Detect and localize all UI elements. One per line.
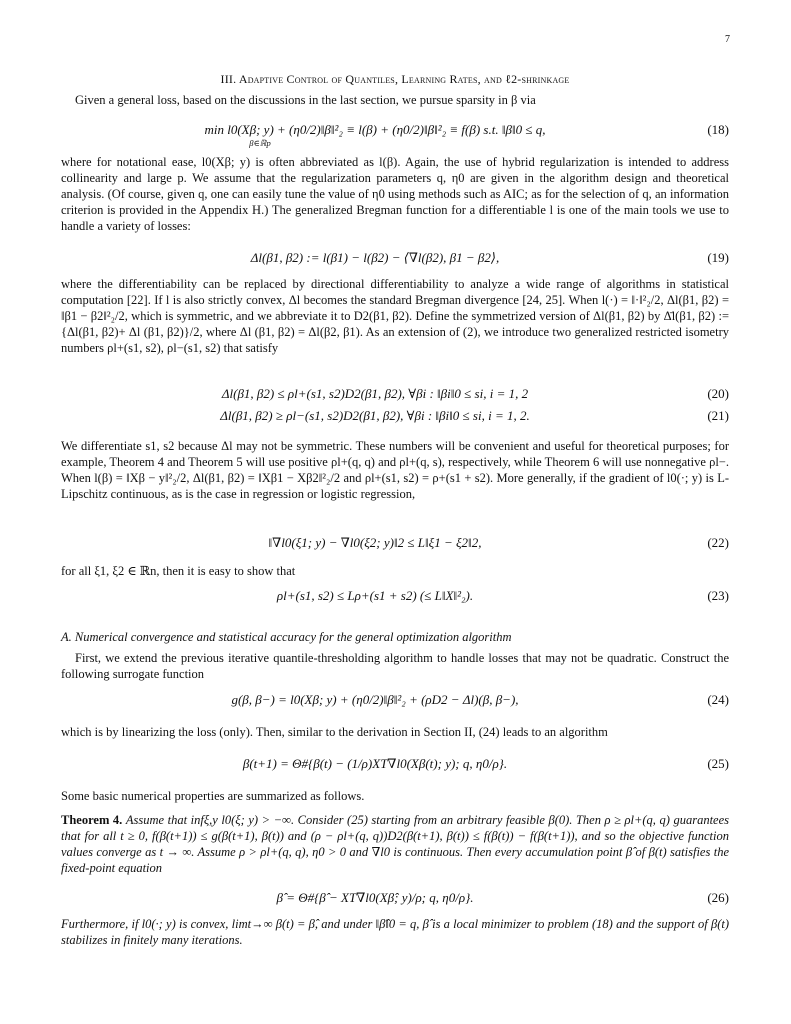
page-number: 7: [725, 34, 730, 45]
equation-25-number: (25): [707, 756, 729, 771]
paragraph-5: for all ξ1, ξ2 ∈ ℝn, then it is easy to show that: [61, 564, 296, 578]
equation-18-body: min l0(Xβ; y) + (η0/2)‖β‖²₂ ≡ l(β) + (η0/2)‖β‖²₂ ≡ f(β) s.t. ‖β‖0 ≤ q,: [204, 122, 546, 137]
equation-21-body: Δl(β1, β2) ≥ ρl−(s1, s2)D2(β1, β2), ∀βi : ‖βi‖0 ≤ si, i = 1, 2.: [220, 408, 530, 423]
equation-19-body: Δl(β1, β2) := l(β1) − l(β2) − ⟨∇l(β2), β1 − β2⟩,: [250, 250, 500, 265]
paragraph-1: Given a general loss, based on the discussions in the last section, we pursue sparsity in β via: [75, 93, 536, 107]
equation-20-body: Δl(β1, β2) ≤ ρl+(s1, s2)D2(β1, β2), ∀βi : ‖βi‖0 ≤ si, i = 1, 2: [221, 386, 529, 401]
equation-24: [61, 692, 729, 712]
paragraph-4: We differentiate s1, s2 because Δl may not be symmetric. These numbers will be convenient and useful for theoretical purposes; for example, Theorem 4 and Theorem 5 will use positive ρl+(q, q) and ρl+(q, s), respectively, while Theorem 6 will use nonnegative ρl−. When l(β) = ‖Xβ − y‖²₂/2, Δl(β1, β2) = ‖Xβ1 − Xβ2‖²₂/2 and ρl+(s1, s2) = ρ+(s1 + s2). More generally, if the gradient of l0(·; y) is L-Lipschitz continuous, as is the case in regression or logistic regression,: [61, 439, 729, 501]
subsection-heading: A. Numerical convergence and statistical accuracy for the general optimization algorithm: [61, 630, 512, 644]
equation-22: [61, 535, 729, 555]
equation-23: [61, 588, 729, 608]
equation-20: [61, 386, 729, 406]
paragraph-3: where the differentiability can be replaced by directional differentiability to analyze a wide range of algorithms in statistical computation [22]. If l is also strictly convex, Δl becomes the standard Bregman divergence [24, 25]. When l(·) = ‖·‖²₂/2, Δl(β1, β2) = ‖β1 − β2‖²₂/2, which is symmetric, and we abbreviate it to D2(β1, β2). Define the symmetrized version of Δl(β1, β2) by Δ̄l(β1, β2) := {Δl(β1, β2)+ Δl (β1, β2)}/2, where Δl (β1, β2) = Δl(β2, β1). As an extension of (2), we introduce two generalized restricted isometry numbers ρl+(s1, s2), ρl−(s1, s2) that satisfy: [61, 277, 729, 355]
equation-20-number: (20): [707, 386, 729, 401]
equation-25-body: β(t+1) = Θ#{β(t) − (1/ρ)XT∇l0(Xβ(t); y); q, η0/ρ}.: [242, 756, 508, 771]
equation-21-number: (21): [707, 408, 729, 423]
equation-23-body: ρl+(s1, s2) ≤ Lρ+(s1 + s2) (≤ L‖X‖²₂).: [276, 588, 474, 603]
paragraph-9: Furthermore, if l0(·; y) is convex, limt→∞ β(t) = β̂, and under ‖β̂‖0 = q, β̂ is a local minimizer to problem (18) and the support of β(t) stabilizes in finitely many iterations.: [61, 917, 729, 947]
equation-18-subscript: β∈ℝp: [249, 138, 271, 148]
equation-19-number: (19): [707, 250, 729, 265]
paragraph-2: where for notational ease, l0(Xβ; y) is often abbreviated as l(β). Again, the use of hybrid regularization is intended to address collinearity and large p. We assume that the regularization parameters q, η0 are given in the algorithm design and theoretical analysis. (Of course, given q, one can easily tune the value of η0 using methods such as AIC; as for the selection of q, an information criterion is provided in the Appendix H.) The generalized Bregman function for a differentiable l is one of the main tools we use to handle a variety of losses:: [61, 155, 729, 233]
equation-24-body: g(β, β−) = l0(Xβ; y) + (η0/2)‖β‖²₂ + (ρD2 − Δl)(β, β−),: [231, 692, 519, 707]
theorem-4-text: Assume that infξ,y l0(ξ; y) > −∞. Consider (25) starting from an arbitrary feasible β(0). Then ρ ≥ ρl+(q, q) guarantees that for all t ≥ 0, f(β(t+1)) ≤ g(β(t+1), β(t)) and (ρ − ρl+(q, q))D2(β(t+1), β(t)) ≤ f(β(t)) − f(β(t+1)), and so the objective function values converge as t → ∞. Assume ρ > ρl+(q, q), η0 > 0 and ∇l0 is continuous. Then every accumulation point β̂ of β(t) satisfies the fixed-point equation: [61, 813, 730, 875]
equation-26: [61, 890, 729, 910]
paragraph-6: First, we extend the previous iterative quantile-thresholding algorithm to handle losses that may not be quadratic. Construct the following surrogate function: [61, 651, 729, 681]
paragraph-7: which is by linearizing the loss (only). Then, similar to the derivation in Section II, (24) leads to an algorithm: [61, 725, 608, 739]
equation-18-number: (18): [707, 122, 729, 137]
equation-19: [61, 250, 729, 270]
equation-26-number: (26): [707, 890, 729, 905]
equation-26-body: β̂ = Θ#{β̂ − XT∇l0(Xβ̂; y)/ρ; q, η0/ρ}.: [276, 890, 474, 905]
paragraph-8: Some basic numerical properties are summarized as follows.: [61, 789, 365, 803]
theorem-4: [61, 812, 729, 876]
equation-22-body: ‖∇l0(ξ1; y) − ∇l0(ξ2; y)‖2 ≤ L‖ξ1 − ξ2‖2,: [268, 535, 482, 550]
equation-22-number: (22): [707, 535, 729, 550]
equation-25: [61, 756, 729, 776]
section-heading: III. Adaptive Control of Quantiles, Learning Rates, and ℓ2-shrinkage: [220, 72, 570, 86]
equation-18: [61, 122, 729, 148]
theorem-4-label: Theorem 4.: [61, 813, 123, 827]
equation-23-number: (23): [707, 588, 729, 603]
equation-24-number: (24): [707, 692, 729, 707]
equation-21: [61, 408, 729, 428]
